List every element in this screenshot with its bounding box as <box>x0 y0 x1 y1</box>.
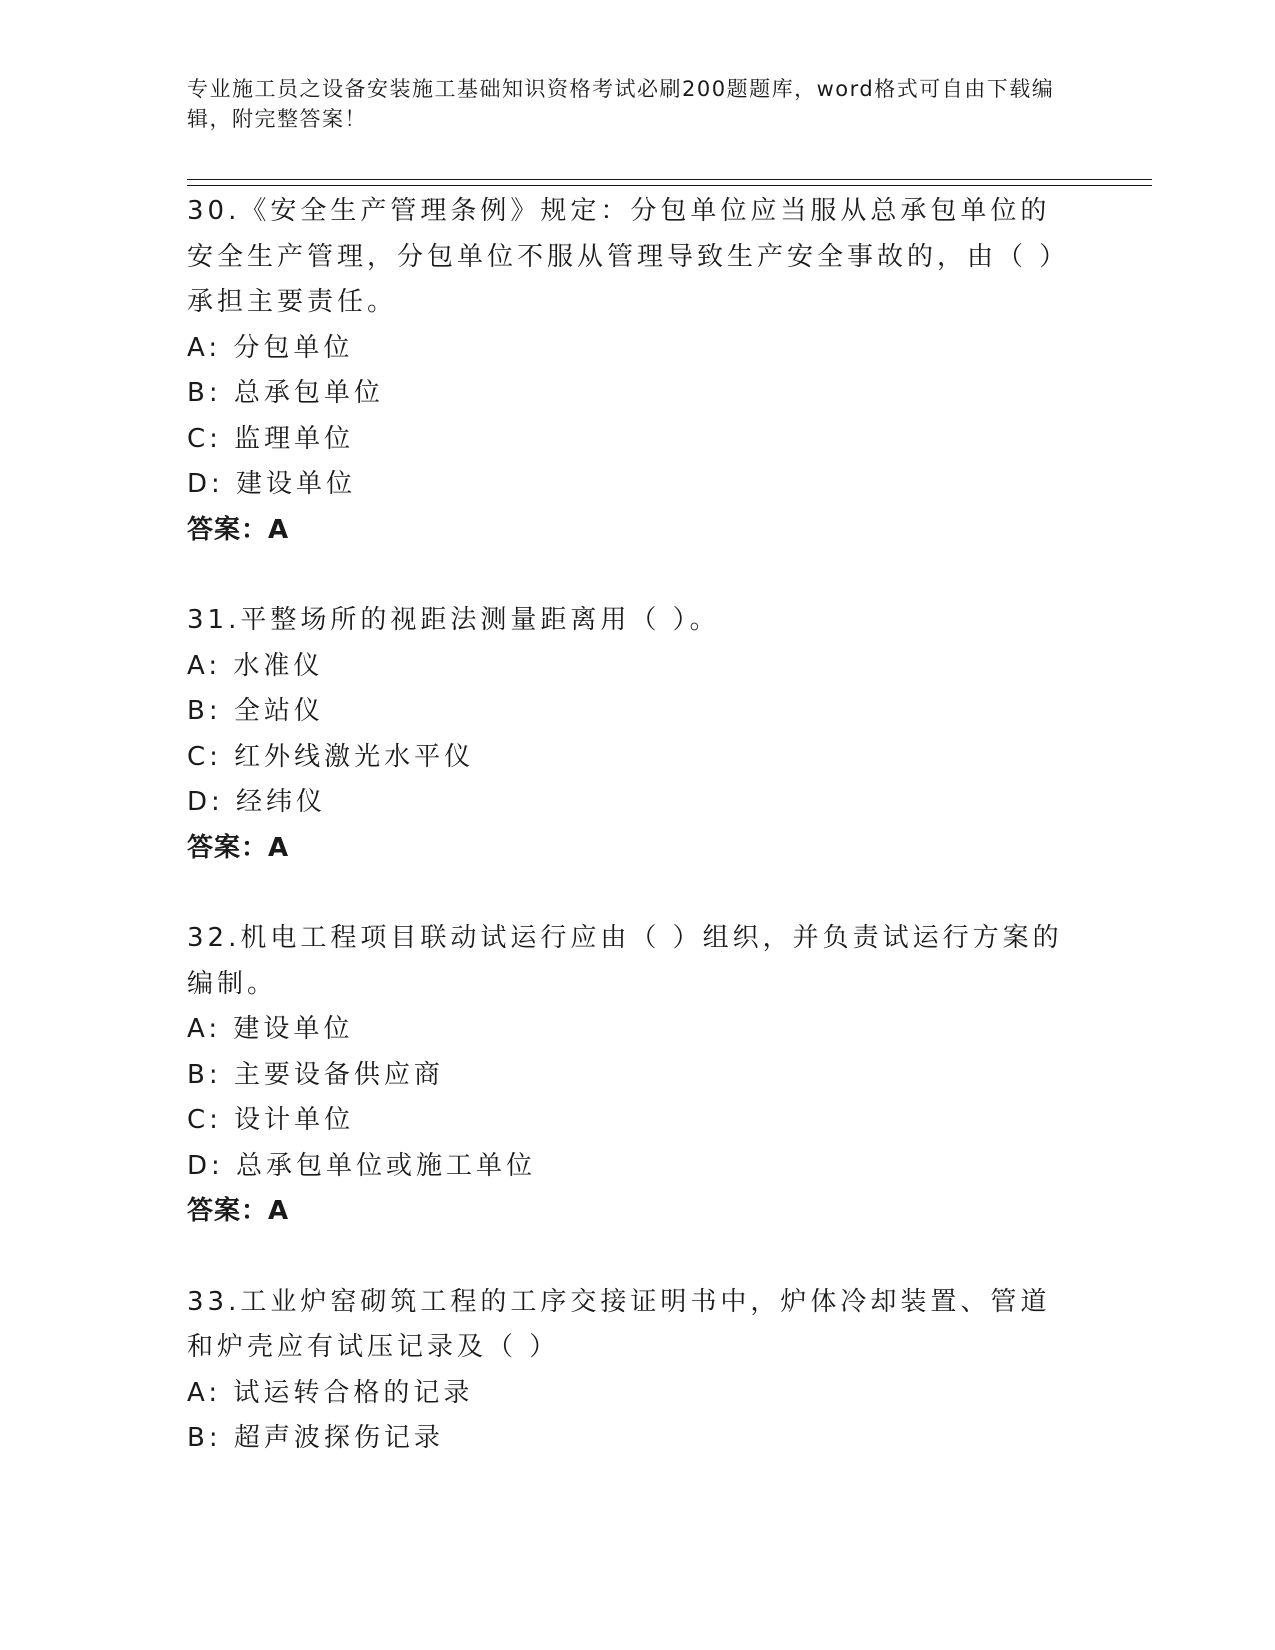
page-header: 专业施工员之设备安装施工基础知识资格考试必刷200题题库，word格式可自由下载编辑，附完整答案！ <box>187 77 1055 131</box>
question-text: 32.机电工程项目联动试运行应由（ ）组织，并负责试运行方案的编制。 <box>187 923 1063 999</box>
option-a: A: 建设单位 <box>187 1014 354 1044</box>
question-text: 30.《安全生产管理条例》规定：分包单位应当服从总承包单位的安全生产管理，分包单位不服从管理导致生产安全事故的，由（ ）承担主要责任。 <box>187 196 1057 317</box>
option-a: A: 水准仪 <box>187 650 324 681</box>
option-c: C: 监理单位 <box>187 423 355 454</box>
question-text: 33.工业炉窑砌筑工程的工序交接证明书中，炉体冷却装置、管道和炉壳应有试压记录及（ ） <box>187 1286 1051 1362</box>
option-b: B: 超声波探伤记录 <box>187 1423 444 1453</box>
option-b: B: 总承包单位 <box>187 378 384 408</box>
answer-line: 答案：A <box>187 514 290 545</box>
option-d: D: 建设单位 <box>187 469 357 499</box>
option-b: B: 主要设备供应商 <box>187 1059 444 1090</box>
header-divider <box>187 179 1152 186</box>
answer-line: 答案：A <box>187 1196 290 1226</box>
option-c: C: 红外线激光水平仪 <box>187 741 475 772</box>
question-31 <box>187 598 1087 871</box>
question-text: 31.平整场所的视距法测量距离用（ ）。 <box>187 605 720 635</box>
question-list <box>187 189 1087 1507</box>
question-30 <box>187 189 1087 553</box>
question-32 <box>187 916 1087 1235</box>
option-a: A: 试运转合格的记录 <box>187 1377 474 1408</box>
option-d: D: 经纬仪 <box>187 787 327 817</box>
option-c: C: 设计单位 <box>187 1105 355 1135</box>
option-b: B: 全站仪 <box>187 696 324 726</box>
answer-line: 答案：A <box>187 832 290 863</box>
question-33 <box>187 1280 1087 1462</box>
option-a: A: 分包单位 <box>187 332 354 363</box>
option-d: D: 总承包单位或施工单位 <box>187 1150 537 1181</box>
